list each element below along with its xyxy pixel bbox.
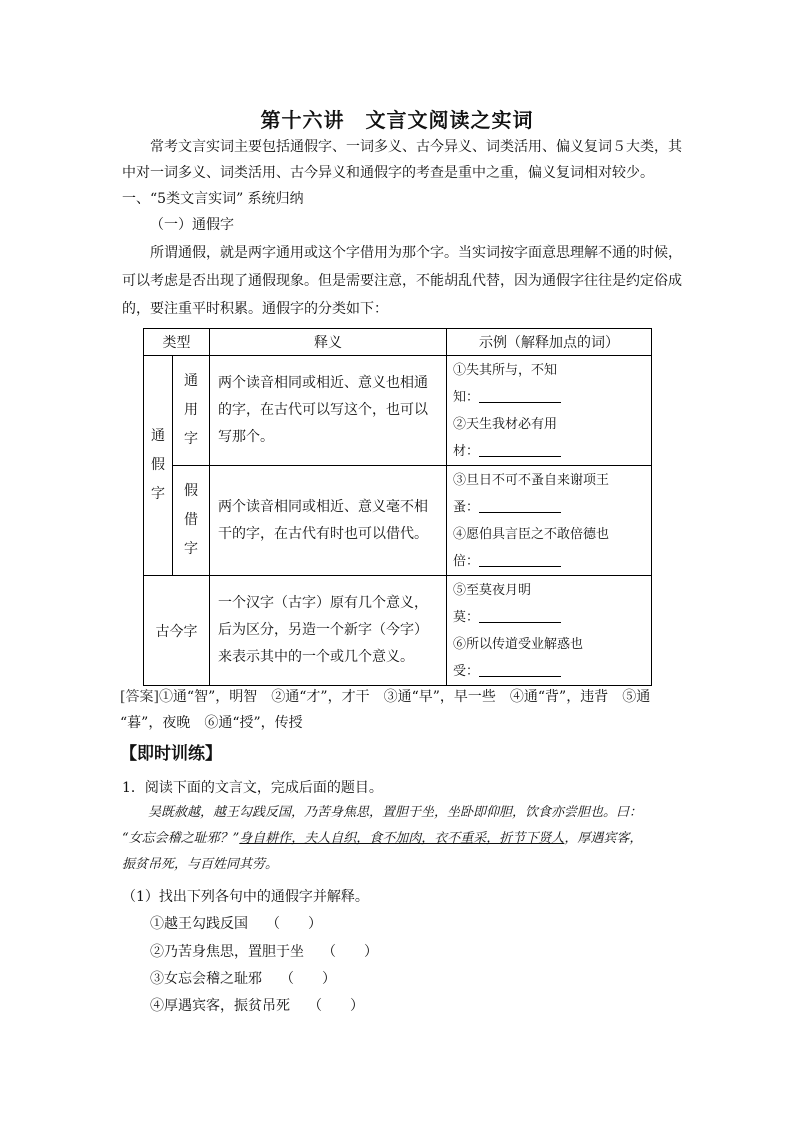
answer-tag: [答案] <box>120 689 159 705</box>
item-text: ③女忘会稽之耻邪 <box>150 971 262 987</box>
item-4 <box>150 995 364 1015</box>
practice-heading: 【即时训练】 <box>120 744 222 764</box>
passage-part-3: ，厚遇宾客， <box>564 831 643 846</box>
example-word: 受： <box>453 663 480 679</box>
answer-line-1 <box>120 684 650 710</box>
answer-line-2: “暮”，夜晚 ⑥通“授”，传授 <box>120 715 303 731</box>
example-answer-line <box>447 384 651 411</box>
intro-line-2: 中对一词多义、词类活用、古今异义和通假字的考查是重中之重，偏义复词相对较少。 <box>122 165 654 181</box>
classification-table <box>143 328 652 686</box>
question-1: 1．阅读下面的文言文，完成后面的题目。 <box>122 780 383 796</box>
answer-paren[interactable]: （ ） <box>322 944 378 960</box>
passage-part-2: “女忘会稽之耻邪？” <box>122 831 240 846</box>
passage-underlined: 身自耕作，夫人自织，食不加肉，衣不重采，折节下贤人 <box>239 831 565 846</box>
header-type: 类型 <box>144 329 210 356</box>
example-cell <box>447 466 652 576</box>
explain-line-1: 所谓通假，就是两字通用或这个字借用为那个字。当实词按字面意思理解不通的时候， <box>150 245 682 261</box>
example-sentence: ④愿伯具言臣之不敢倍德也 <box>453 526 610 542</box>
item-text: ④厚遇宾客，振贫吊死 <box>150 998 290 1014</box>
answer-paren[interactable]: （ ） <box>280 971 336 987</box>
intro-line-1: 常考文言实词主要包括通假字、一词多义、古今异义、词类活用、偏义复词５大类，其 <box>150 139 682 155</box>
group-label-text: 通 假 字 <box>151 428 165 502</box>
page-title: 第十六讲 文言文阅读之实词 <box>260 108 534 132</box>
meaning-cell: 两个读音相同或相近、意义毫不相干的字，在古代有时也可以借代。 <box>210 466 447 576</box>
type-cell <box>173 356 210 466</box>
item-text: ①越王勾践反国 <box>150 916 248 932</box>
example-word: 莫： <box>453 609 480 625</box>
answer-blank[interactable] <box>479 662 561 677</box>
type-label: 假 借 字 <box>184 483 198 557</box>
answer-blank[interactable] <box>479 498 561 513</box>
section-heading: 一、“5类文言实词” 系统归纳 <box>122 191 304 207</box>
example-answer-line <box>447 438 651 465</box>
passage-part-1: 吴既赦越，越王勾践反国，乃苦身焦思，置胆于坐，坐卧即仰胆，饮食亦尝胆也。曰： <box>148 805 643 820</box>
group-label-tongjiazi <box>144 356 173 576</box>
passage-part-4: 振贫吊死，与百姓同其劳。 <box>122 857 279 872</box>
answer-paren[interactable]: （ ） <box>308 998 364 1014</box>
example-word: 倍： <box>453 553 480 569</box>
type-cell-gujinzi: 古今字 <box>144 576 210 686</box>
meaning-cell: 一个汉字（古字）原有几个意义，后为区分，另造一个新字（今字）来表示其中的一个或几个意义。 <box>210 576 447 686</box>
answer-blank[interactable] <box>479 388 561 403</box>
example-answer-line <box>447 494 651 521</box>
example-sentence: ③旦日不可不蚤自来谢项王 <box>453 472 610 488</box>
example-word: 知： <box>453 389 480 405</box>
item-text: ②乃苦身焦思，置胆于坐 <box>150 944 304 960</box>
example-cell <box>447 576 652 686</box>
item-2 <box>150 941 378 961</box>
example-sentence: ①失其所与，不知 <box>453 362 558 378</box>
answer-blank[interactable] <box>479 442 561 457</box>
type-label: 通 用 字 <box>184 373 198 447</box>
sub-question: （1）找出下列各句中的通假字并解释。 <box>122 889 369 905</box>
explain-line-2: 可以考虑是否出现了通假现象。但是需要注意，不能胡乱代替，因为通假字往往是约定俗成 <box>122 273 682 289</box>
meaning-cell: 两个读音相同或相近、意义也相通的字，在古代可以写这个，也可以写那个。 <box>210 356 447 466</box>
example-sentence: ②天生我材必有用 <box>453 416 558 432</box>
example-answer-line <box>447 548 651 575</box>
item-1 <box>150 913 322 933</box>
explain-line-3: 的，要注重平时积累。通假字的分类如下： <box>122 301 388 317</box>
type-cell <box>173 466 210 576</box>
example-sentence: ⑥所以传道受业解惑也 <box>453 636 584 652</box>
answer-blank[interactable] <box>479 552 561 567</box>
answer-blank[interactable] <box>479 608 561 623</box>
item-3 <box>150 968 336 988</box>
example-word: 蚤： <box>453 499 480 515</box>
example-sentence: ⑤至莫夜月明 <box>453 582 532 598</box>
example-cell <box>447 356 652 466</box>
answer-text: ①通“智”，明智 ②通“才”，才干 ③通“早”，早一些 ④通“背”，违背 ⑤通 <box>158 689 651 705</box>
example-answer-line <box>447 658 651 685</box>
answer-paren[interactable]: （ ） <box>266 916 322 932</box>
header-example: 示例（解释加点的词） <box>447 329 652 356</box>
example-answer-line <box>447 604 651 631</box>
header-meaning: 释义 <box>210 329 447 356</box>
classical-passage <box>122 800 682 878</box>
subsection-heading: （一）通假字 <box>150 217 234 233</box>
example-word: 材： <box>453 443 480 459</box>
